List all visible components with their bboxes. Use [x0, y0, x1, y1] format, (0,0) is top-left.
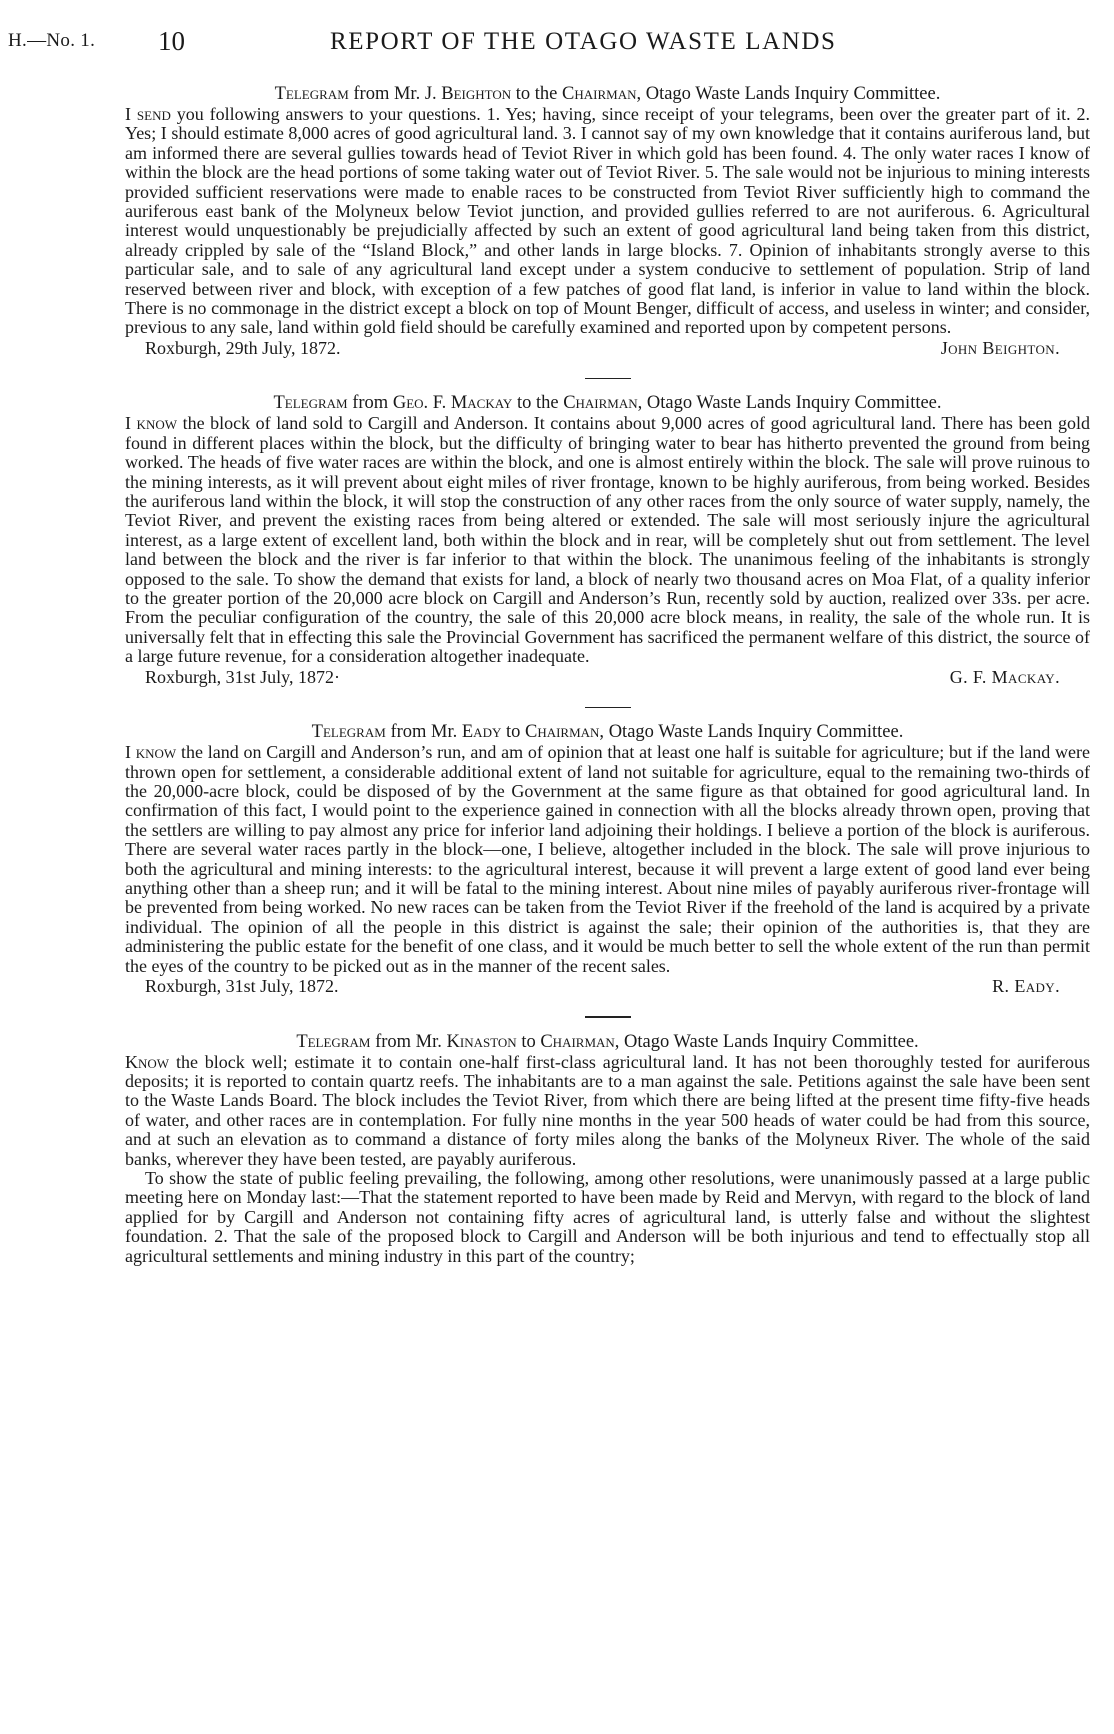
text-lead: I know	[125, 413, 177, 434]
telegram-text	[125, 743, 1090, 976]
section-divider	[585, 378, 631, 380]
heading-recipient: Chairman,	[540, 1031, 620, 1052]
heading-to: to	[521, 1031, 536, 1052]
heading-recipient: Chairman,	[524, 722, 605, 743]
text-body: the block well; estimate it to contain one-half first-class agricultural land. It has not been thoroughly tested for auriferous deposits; it is reported to contain quartz reefs. The inhabitants are to a man against the sale. Petitions against the sale have been sent to the Waste Lands Board. The block includes the Teviot River, from which there are being lifted at the present time fifty-five heads of water, and other races are in contemplation. For fully nine months in the year 500 heads of water could be had from this source, and at such an elevation as to command a distance of forty miles along the banks of the Molyneux River. The whole of the said banks, wherever they have been tested, are payably auriferous.	[125, 1051, 1091, 1169]
telegram-eady	[125, 722, 1090, 996]
telegram-text	[125, 1053, 1090, 1169]
heading-recipient: Chairman,	[563, 393, 643, 414]
heading-sender: Eady	[461, 722, 502, 743]
place-date: Roxburgh, 29th July, 1872.	[145, 337, 341, 358]
heading-sender: Beighton	[441, 84, 512, 104]
text-lead: I send	[125, 104, 171, 124]
paper-reference: H.—No. 1.	[8, 30, 96, 51]
heading-lead: Telegram	[273, 393, 348, 414]
section-divider	[585, 1016, 631, 1018]
heading-to: to the	[515, 84, 558, 104]
telegram-heading	[125, 722, 1090, 743]
telegram-text	[125, 105, 1090, 338]
heading-to: to the	[516, 393, 559, 414]
text-lead: Know	[125, 1051, 170, 1072]
heading-committee: Otago Waste Lands Inquiry Committee.	[645, 84, 941, 104]
telegram-heading	[125, 393, 1090, 414]
telegram-mackay	[125, 393, 1090, 686]
running-title: REPORT OF THE OTAGO WASTE LANDS	[330, 28, 837, 55]
page-number: 10	[158, 26, 185, 56]
text-body: the block of land sold to Cargill and Anderson. It contains about 9,000 acres of good agricultural land. There has been gold found in different places within the block, but the difficulty of bringing water to bear has hitherto prevented the ground from being worked. The heads of five water races are within the block, and one is almost entirely within the block. The sale will prove ruinous to the mining interests, as it will prevent about eight miles of river frontage, known to be highly auriferous, from being worked. Besides the auriferous land within the block, it will stop the construction of any other races from the only source of water supply, namely, the Teviot River, and prevent the existing races from being altered or extended. The sale will most seriously injure the agricultural interest, as a large extent of excellent land, both within the block and in rear, will be completely shut out from settlement. The level land between the block and the river is far inferior to that within the block. The unanimous feeling of the inhabitants is strongly opposed to the sale. To show the demand that exists for land, a block of nearly two thousand acres on Moa Flat, of a quality inferior to the greater portion of the 20,000 acre block on Cargill and Anderson’s Run, recently sold by auction, realized over 33s. per acre. From the peculiar configuration of the country, the sale of this 20,000 acre block means, in reality, the sale of the whole run. It is universally felt that in effecting this sale the Provincial Government has sacrificed the permanent welfare of this district, the source of a large future revenue, for a consideration altogether inadequate.	[125, 413, 1090, 667]
telegram-text-continued: To show the state of public feeling prevailing, the following, among other resolutions, were unanimously passed at a large public meeting here on Monday last:—That the statement reported to have been made by Reid and Mervyn, with regard to the block of land applied for by Cargill and Anderson not containing fifty acres of agricultural land, is utterly false and without the slightest foundation. 2. That the sale of the proposed block to Cargill and Anderson will be both injurious and tend to effectually stop all agricultural settlements and mining industry in this part of the country;	[125, 1167, 1090, 1266]
heading-to: to	[505, 722, 521, 743]
heading-committee: Otago Waste Lands Inquiry Committee.	[646, 393, 942, 414]
section-divider	[585, 707, 631, 709]
heading-from: from Mr.	[375, 1031, 442, 1052]
text-lead: I know	[125, 742, 177, 763]
telegram-beighton	[125, 84, 1090, 358]
telegram-text	[125, 414, 1090, 666]
signature: G. F. Mackay.	[949, 666, 1060, 687]
telegram-signoff	[125, 976, 1090, 996]
page-body	[125, 84, 1090, 1266]
signature: John Beighton.	[940, 337, 1060, 358]
page-header	[0, 26, 1114, 66]
heading-lead: Telegram	[311, 722, 386, 743]
heading-from: from Mr. J.	[353, 84, 437, 104]
heading-sender: Geo. F. Mackay	[392, 393, 513, 414]
heading-sender: Kinaston	[446, 1031, 517, 1052]
heading-from: from	[352, 393, 389, 414]
telegram-heading	[125, 1032, 1090, 1053]
signature: R. Eady.	[992, 976, 1060, 997]
telegram-heading	[125, 84, 1090, 105]
heading-committee: Otago Waste Lands Inquiry Committee.	[624, 1031, 919, 1052]
heading-lead: Telegram	[296, 1031, 371, 1052]
heading-recipient: Chairman,	[562, 84, 642, 104]
telegram-signoff	[125, 667, 1090, 687]
telegram-signoff	[125, 338, 1090, 358]
place-date: Roxburgh, 31st July, 1872.	[145, 976, 339, 997]
heading-from: from Mr.	[390, 722, 458, 743]
text-body: you following answers to your questions. 1. Yes; having, since receipt of your telegrams, been over the greater part of it. 2. Yes; I should estimate 8,000 acres of good agricultural land. 3. I cannot say of my own knowledge that it contains auriferous land, but am informed there are several gullies towards head of Teviot River in which gold has been found. 4. The only water races I know of within the block are the head portions of some taking water out of Teviot River. 5. The sale would not be injurious to mining interests provided sufficient reservations were made to enable races to be constructed from Teviot River sufficiently high to command the auriferous east bank of the Molyneux below Teviot junction, and provided gullies referred to are not auriferous. 6. Agricultural interest would unquestionably be prejudicially affected by such an extent of good agricultural land being taken from this district, already crippled by sale of the “Island Block,” and other lands in large blocks. 7. Opinion of inhabitants strongly averse to this particular sale, and to sale of any agricultural land except under a system conducive to settlement of population. Strip of land reserved between river and block, with exception of a few patches of good flat land, is inferior in value to land within the block. There is no commonage in the district except a block on top of Mount Benger, difficult of access, and useless in winter; and consider, previous to any sale, land within gold field should be carefully examined and reported upon by competent persons.	[125, 104, 1090, 338]
place-date: Roxburgh, 31st July, 1872·	[145, 666, 341, 687]
telegram-kinaston	[125, 1032, 1090, 1266]
text-body: the land on Cargill and Anderson’s run, and am of opinion that at least one half is suitable for agriculture; but if the land were thrown open for settlement, a considerable additional extent of land not suitable for agriculture, equal to the remaining two-thirds of the 20,000-acre block, could be disposed of by the Government at the same figure as that obtained for good agricultural land. In confirmation of this fact, I would point to the experience gained in connection with all the blocks already thrown open, proving that the settlers are willing to pay almost any price for inferior land adjoining their holdings. I believe a portion of the block is auriferous. There are several water races partly in the block—one, I believe, altogether included in the block. The sale will prove injurious to both the agricultural and mining interests: to the agricultural interest, because it will prevent a large extent of good land ever being anything other than a sheep run; and it will be fatal to the mining interest. About nine miles of payably auriferous river-frontage will be prevented from being worked. No new races can be taken from the Teviot River if the freehold of the land is acquired by a private individual. The opinion of all the people in this district is against the sale; their opinion of the authorities is, that they are administering the public estate for the benefit of one class, and it would be much better to sell the whole extent of the run than permit the eyes of the country to be picked out as in the manner of the recent sales.	[125, 742, 1091, 976]
heading-committee: Otago Waste Lands Inquiry Committee.	[608, 722, 904, 743]
heading-lead: Telegram	[274, 84, 349, 104]
